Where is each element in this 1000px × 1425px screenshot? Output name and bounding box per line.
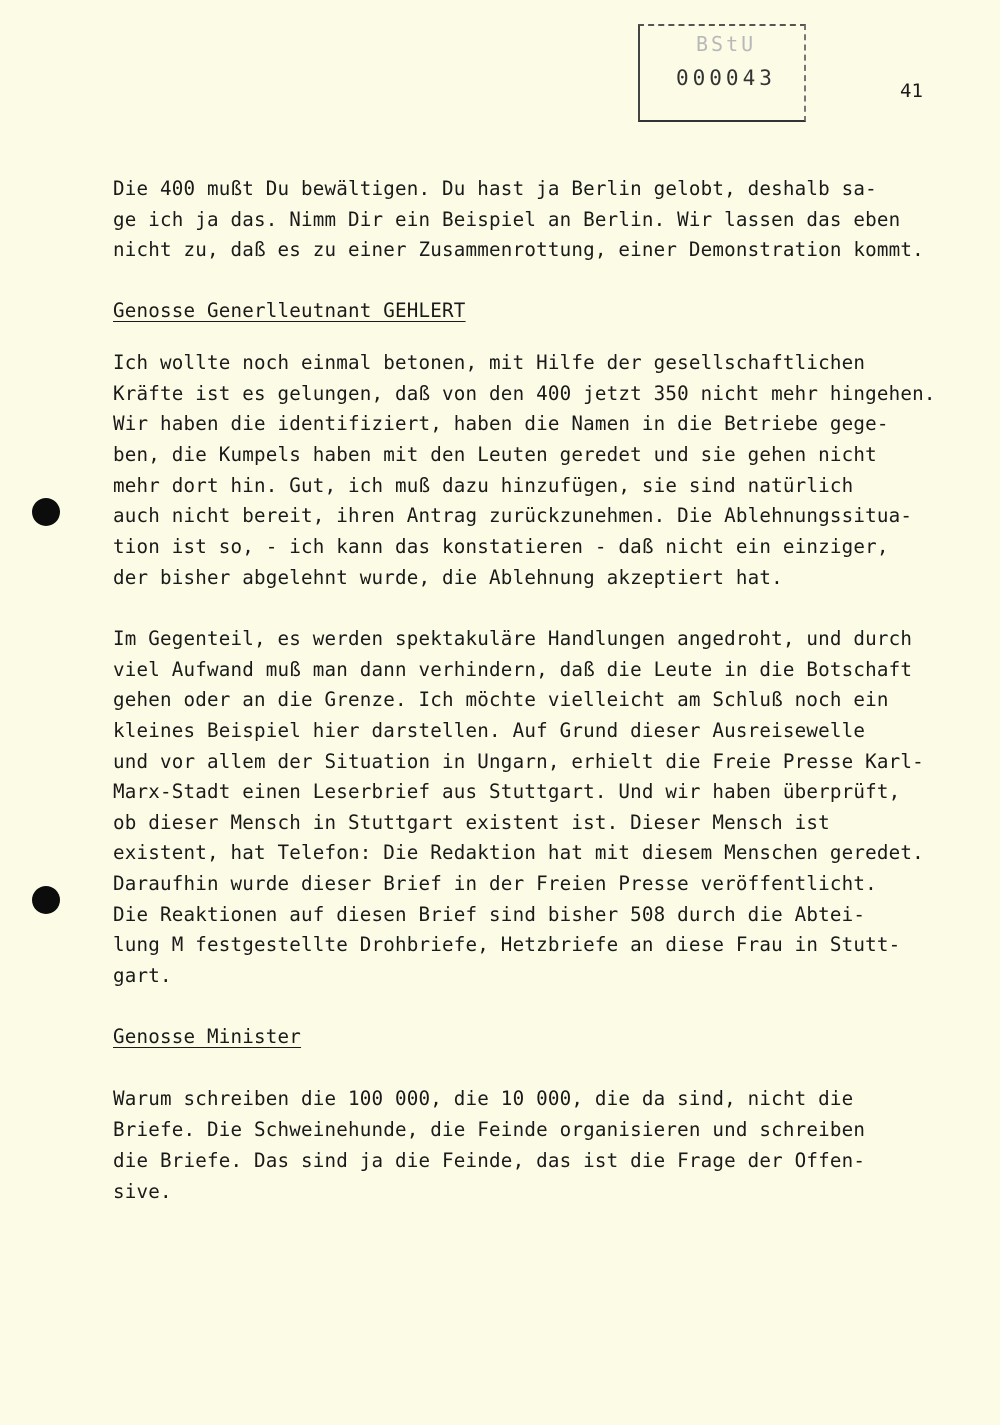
text-line: Warum schreiben die 100 000, die 10 000, die da sind, nicht die	[113, 1087, 854, 1110]
page-number: 41	[900, 80, 923, 102]
text-line: auch nicht bereit, ihren Antrag zurückzunehmen. Die Ablehnungssitua-	[113, 504, 913, 527]
text-line: Kräfte ist es gelungen, daß von den 400 jetzt 350 nicht mehr hingehen.	[113, 382, 936, 405]
text-line: nicht zu, daß es zu einer Zusammenrottung, einer Demonstration kommt.	[113, 238, 924, 261]
archive-stamp	[638, 24, 806, 122]
text-line: Ich wollte noch einmal betonen, mit Hilfe der gesellschaftlichen	[113, 351, 866, 374]
text-line: tion ist so, - ich kann das konstatieren - daß nicht ein einziger,	[113, 535, 889, 558]
text-line: die Briefe. Das sind ja die Feinde, das ist die Frage der Offen-	[113, 1149, 866, 1172]
stamp-number: 000043	[676, 66, 776, 90]
text-line: ben, die Kumpels haben mit den Leuten geredet und sie gehen nicht	[113, 443, 877, 466]
text-line: Die 400 mußt Du bewältigen. Du hast ja Berlin gelobt, deshalb sa-	[113, 177, 877, 200]
text-line: gehen oder an die Grenze. Ich möchte vielleicht am Schluß noch ein	[113, 688, 889, 711]
text-line: Marx-Stadt einen Leserbrief aus Stuttgart. Und wir haben überprüft,	[113, 780, 901, 803]
text-line: Briefe. Die Schweinehunde, die Feinde organisieren und schreiben	[113, 1118, 866, 1141]
text-line: existent, hat Telefon: Die Redaktion hat mit diesem Menschen geredet.	[113, 841, 924, 864]
text-line: sive.	[113, 1180, 172, 1203]
text-line: kleines Beispiel hier darstellen. Auf Grund dieser Ausreisewelle	[113, 719, 866, 742]
text-line: und vor allem der Situation in Ungarn, erhielt die Freie Presse Karl-	[113, 750, 924, 773]
punch-hole	[32, 886, 60, 914]
text-line: der bisher abgelehnt wurde, die Ablehnung akzeptiert hat.	[113, 566, 783, 589]
text-line: gart.	[113, 964, 172, 987]
text-line: mehr dort hin. Gut, ich muß dazu hinzufügen, sie sind natürlich	[113, 474, 854, 497]
text-line: lung M festgestellte Drohbriefe, Hetzbriefe an diese Frau in Stutt-	[113, 933, 901, 956]
punch-hole	[32, 498, 60, 526]
speaker-heading-minister: Genosse Minister	[113, 1025, 302, 1048]
text-line: Daraufhin wurde dieser Brief in der Freien Presse veröffentlicht.	[113, 872, 877, 895]
text-line: ge ich ja das. Nimm Dir ein Beispiel an Berlin. Wir lassen das eben	[113, 208, 901, 231]
text-line: ob dieser Mensch in Stuttgart existent ist. Dieser Mensch ist	[113, 811, 830, 834]
text-line: Im Gegenteil, es werden spektakuläre Handlungen angedroht, und durch	[113, 627, 913, 650]
text-line: viel Aufwand muß man dann verhindern, daß die Leute in die Botschaft	[113, 658, 913, 681]
stamp-label: BStU	[696, 32, 757, 56]
text-line: Die Reaktionen auf diesen Brief sind bisher 508 durch die Abtei-	[113, 903, 866, 926]
speaker-heading-gehlert: Genosse Generlleutnant GEHLERT	[113, 299, 466, 322]
text-line: Wir haben die identifiziert, haben die Namen in die Betriebe gege-	[113, 412, 889, 435]
